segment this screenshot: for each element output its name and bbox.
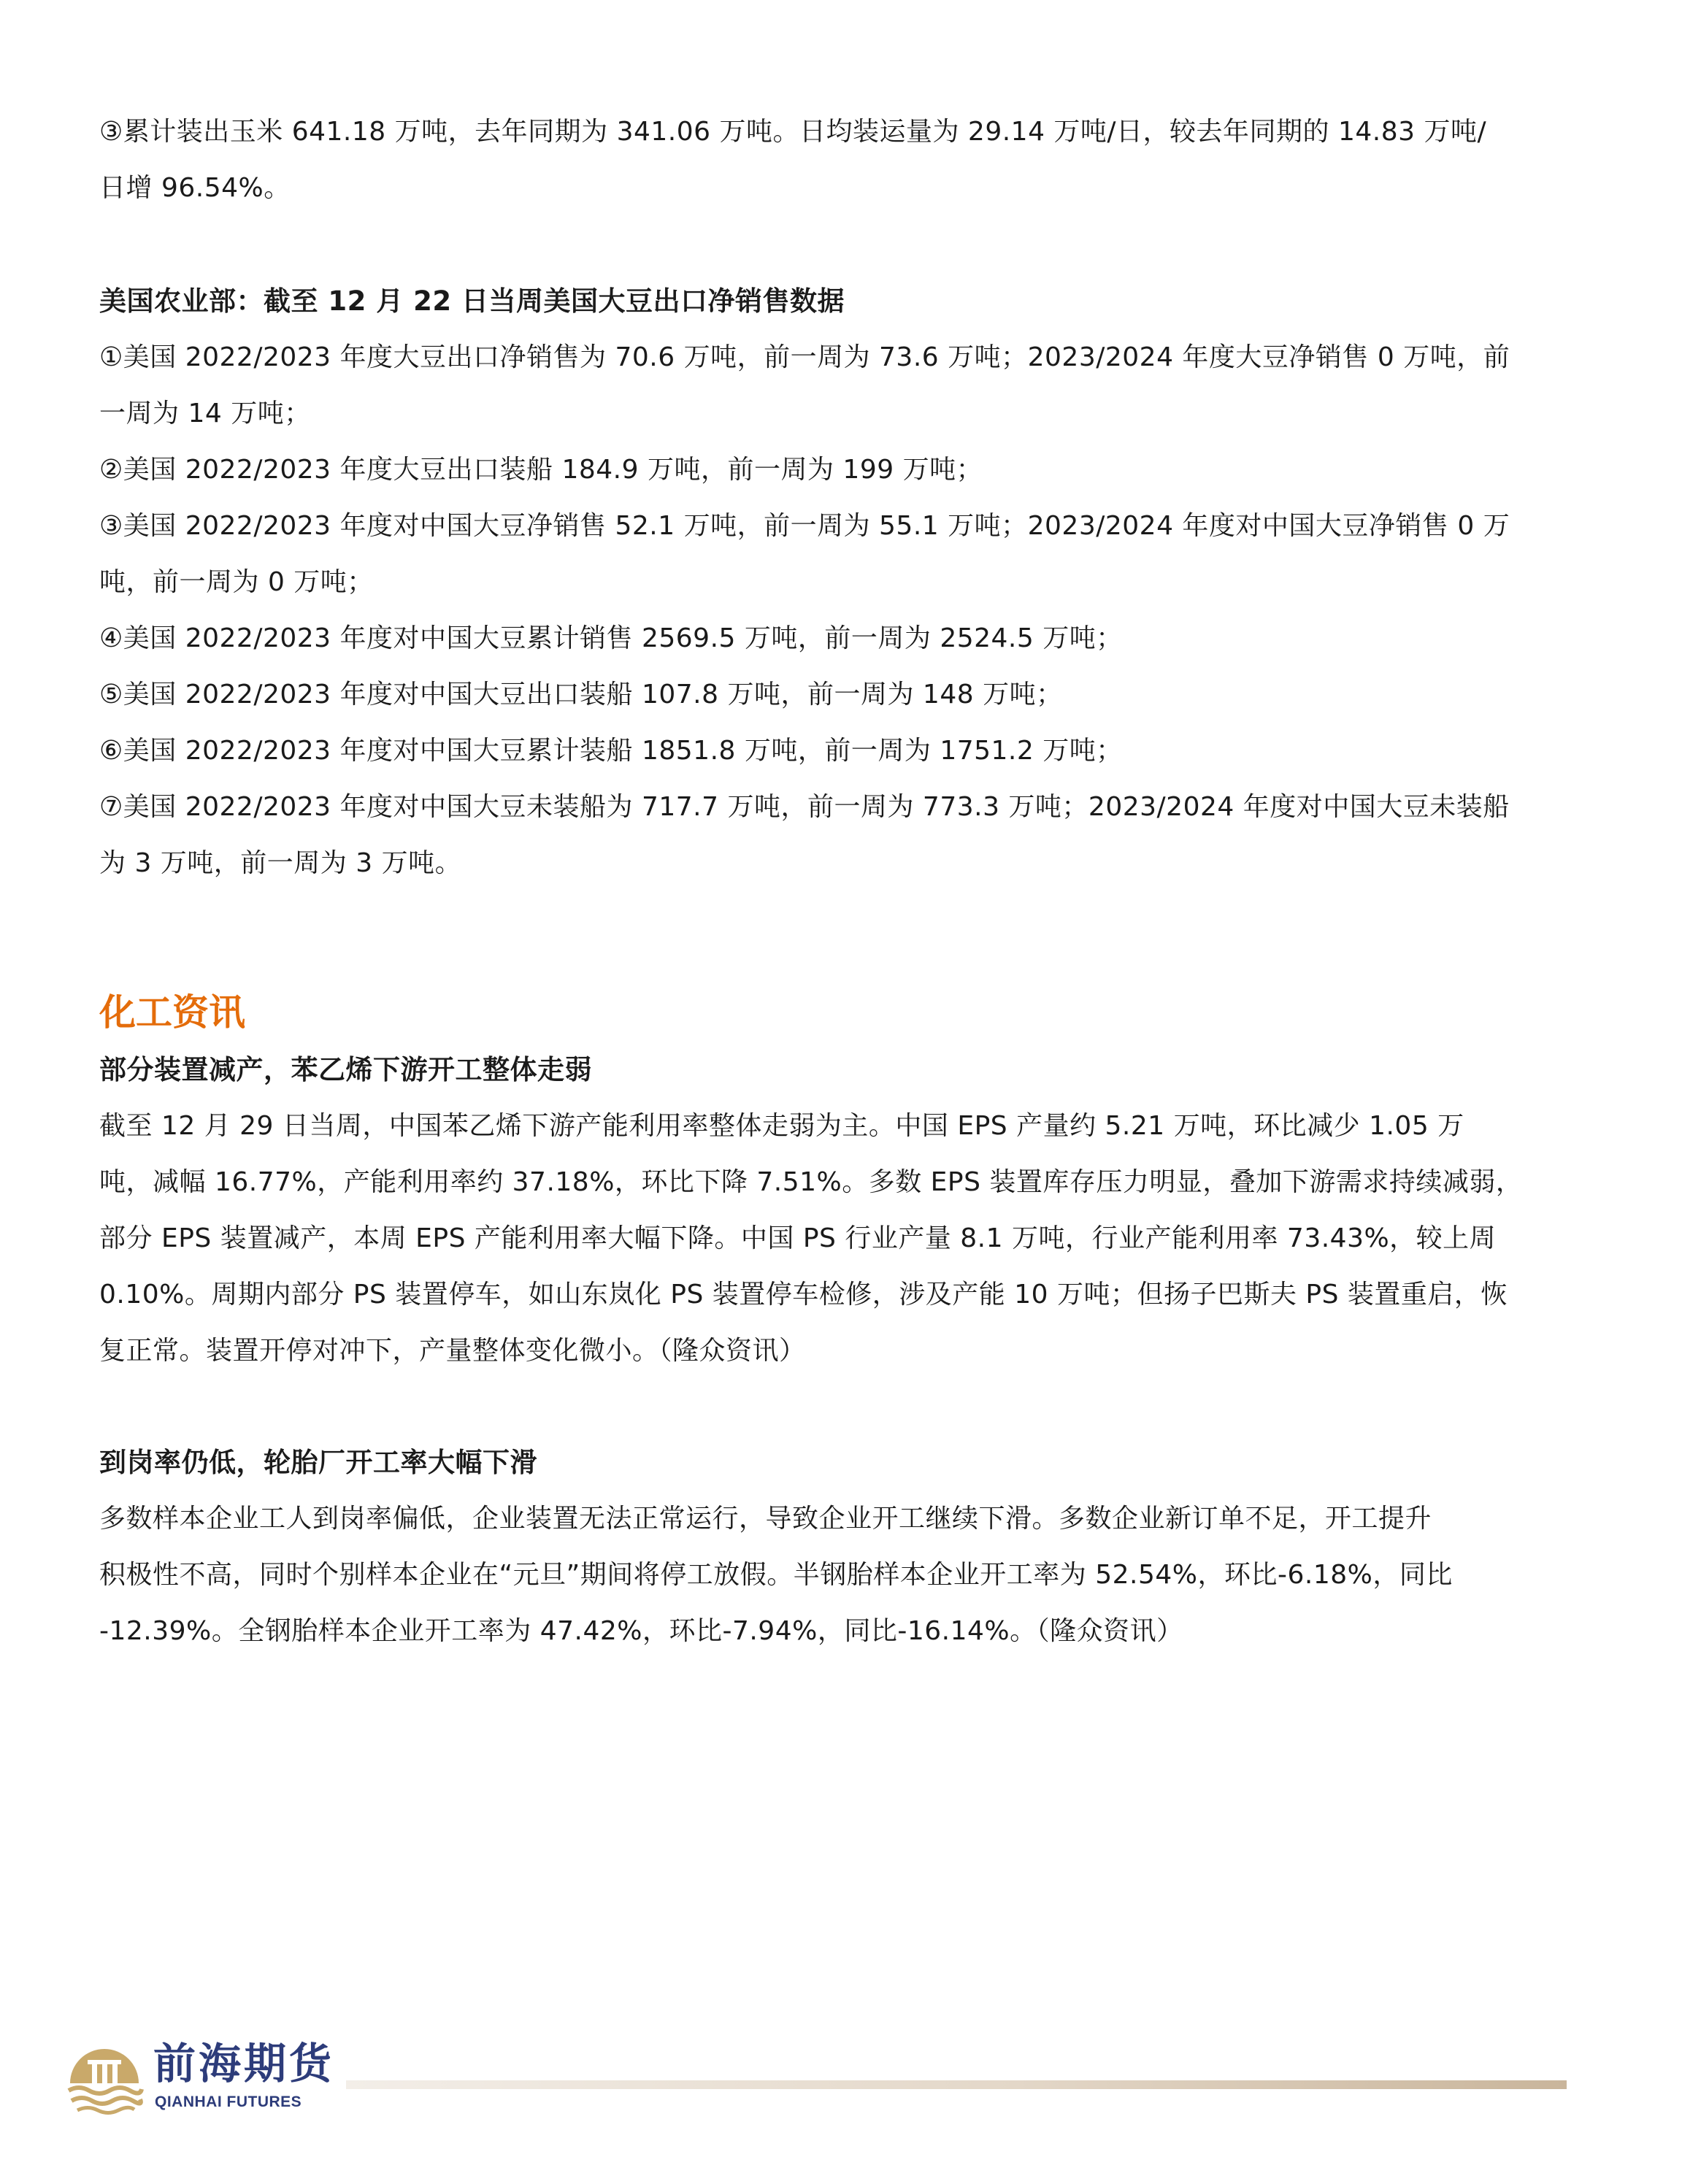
paragraph-line: 为 3 万吨，前一周为 3 万吨。 [99,848,462,878]
usda-soybean-section [99,273,1559,891]
paragraph-line: 一周为 14 万吨； [99,399,311,428]
logo-chinese-name: 前海期货 [153,2039,335,2088]
paragraph-line: 截至 12 月 29 日当周，中国苯乙烯下游产能利用率整体走弱为主。中国 EPS 产量约 5.21 万吨，环比减少 1.05 万 [99,1111,1464,1141]
paragraph-line: 0.10%。周期内部分 PS 装置停车，如山东岚化 PS 装置停车检修，涉及产能 10 万吨；但扬子巴斯夫 PS 装置重启，恢 [99,1280,1508,1310]
paragraph-line: ②美国 2022/2023 年度大豆出口装船 184.9 万吨，前一周为 199 万吨； [99,455,983,485]
paragraph-line: 复正常。装置开停对冲下，产量整体变化微小。（隆众资讯） [99,1336,806,1366]
logo-english-name: QIANHAI FUTURES [155,2093,302,2110]
styrene-news-heading: 部分装置减产，苯乙烯下游开工整体走弱 [99,1054,592,1085]
paragraph-line: ③美国 2022/2023 年度对中国大豆净销售 52.1 万吨，前一周为 55.1 万吨；2023/2024 年度对中国大豆净销售 0 万 [99,511,1510,541]
tire-news-heading: 到岗率仍低，轮胎厂开工率大幅下滑 [99,1447,537,1478]
page-footer [64,2037,1568,2124]
section-title: 化工资讯 [99,991,245,1034]
paragraph-line: ⑥美国 2022/2023 年度对中国大豆累计装船 1851.8 万吨，前一周为 1751.2 万吨； [99,736,1123,766]
paragraph-line: 积极性不高，同时个别样本企业在“元旦”期间将停工放假。半钢胎样本企业开工率为 52.54%，环比-6.18%，同比 [99,1560,1453,1590]
paragraph-line: 日增 96.54%。 [99,173,291,203]
paragraph-line: -12.39%。全钢胎样本企业开工率为 47.42%，环比-7.94%，同比-16.14%。（隆众资讯） [99,1616,1183,1646]
styrene-news-section [99,1042,1559,1379]
paragraph-line: ⑦美国 2022/2023 年度对中国大豆未装船为 717.7 万吨，前一周为 773.3 万吨；2023/2024 年度对中国大豆未装船 [99,792,1510,822]
paragraph-line: 吨，减幅 16.77%，产能利用率约 37.18%，环比下降 7.51%。多数 EPS 装置库存压力明显，叠加下游需求持续减弱， [99,1167,1523,1197]
paragraph-line: ④美国 2022/2023 年度对中国大豆累计销售 2569.5 万吨，前一周为 2524.5 万吨； [99,623,1123,653]
usda-soybean-heading: 美国农业部：截至 12 月 22 日当周美国大豆出口净销售数据 [99,285,845,317]
tire-news-section [99,1434,1559,1659]
qianhai-logo-icon [64,2037,145,2117]
paragraph-line: ①美国 2022/2023 年度大豆出口净销售为 70.6 万吨，前一周为 73.6 万吨；2023/2024 年度大豆净销售 0 万吨，前 [99,342,1510,372]
paragraph-line: 多数样本企业工人到岗率偏低，企业装置无法正常运行，导致企业开工继续下滑。多数企业新订单不足，开工提升 [99,1504,1432,1534]
document-body [99,104,1559,1659]
paragraph-line: ⑤美国 2022/2023 年度对中国大豆出口装船 107.8 万吨，前一周为 148 万吨； [99,680,1063,710]
corn-shipment-paragraph [99,104,1559,216]
paragraph-line: ③累计装出玉米 641.18 万吨，去年同期为 341.06 万吨。日均装运量为 29.14 万吨/日，较去年同期的 14.83 万吨/ [99,117,1487,147]
paragraph-line: 吨，前一周为 0 万吨； [99,567,374,597]
paragraph-line: 部分 EPS 装置减产，本周 EPS 产能利用率大幅下降。中国 PS 行业产量 8.1 万吨，行业产能利用率 73.43%，较上周 [99,1223,1497,1253]
footer-divider-bar [346,2080,1567,2089]
